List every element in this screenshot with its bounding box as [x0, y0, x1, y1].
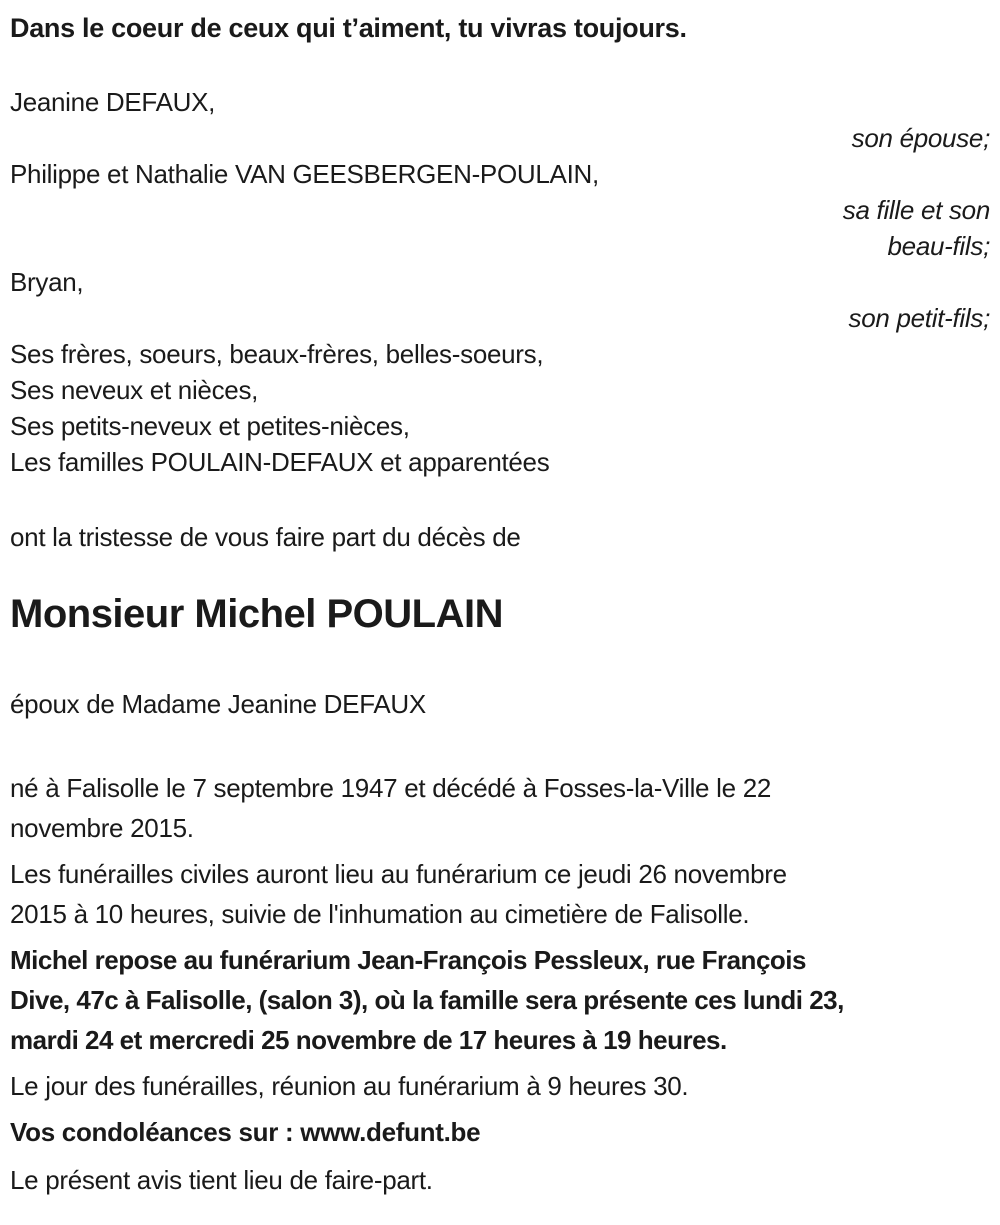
- announcement: ont la tristesse de vous faire part du décès de: [10, 522, 521, 552]
- gathering-paragraph: Le jour des funérailles, réunion au funérarium à 9 heures 30.: [10, 1071, 689, 1101]
- family-relation: beau-fils;: [887, 231, 990, 261]
- deceased-name-title: Monsieur Michel POULAIN: [10, 592, 503, 636]
- repose-paragraph: [10, 940, 990, 1060]
- family-name: Bryan,: [10, 267, 84, 297]
- paragraph-line: Les funérailles civiles auront lieu au funérarium ce jeudi 26 novembre: [10, 859, 787, 889]
- family-relation: sa fille et son: [842, 195, 990, 225]
- relatives-list: [10, 336, 990, 480]
- relatives-line: Ses frères, soeurs, beaux-frères, belles-soeurs,: [10, 339, 544, 369]
- relatives-line: Ses petits-neveux et petites-nièces,: [10, 411, 410, 441]
- spouse-line: époux de Madame Jeanine DEFAUX: [10, 689, 426, 719]
- family-entry: [10, 84, 990, 156]
- relatives-line: Ses neveux et nièces,: [10, 375, 259, 405]
- paragraph-line: novembre 2015.: [10, 813, 194, 843]
- paragraph-line: 2015 à 10 heures, suivie de l'inhumation au cimetière de Falisolle.: [10, 899, 750, 929]
- relatives-line: Les familles POULAIN-DEFAUX et apparentées: [10, 447, 550, 477]
- family-entry: [10, 156, 990, 264]
- family-relation: son épouse;: [851, 123, 990, 153]
- family-section: [10, 84, 990, 480]
- closing-line: Le présent avis tient lieu de faire-part.: [10, 1165, 433, 1195]
- family-name: Jeanine DEFAUX,: [10, 87, 216, 117]
- paragraph-line: mardi 24 et mercredi 25 novembre de 17 heures à 19 heures.: [10, 1025, 727, 1055]
- paragraph-line: Michel repose au funérarium Jean-François Pessleux, rue François: [10, 945, 806, 975]
- condolences-label: Vos condoléances sur :: [10, 1117, 301, 1147]
- condolences-paragraph: [10, 1112, 990, 1152]
- birth-death-paragraph: [10, 768, 990, 848]
- family-entry: [10, 264, 990, 336]
- funeral-paragraph: [10, 854, 990, 934]
- epigraph: Dans le coeur de ceux qui t’aiment, tu vivras toujours.: [10, 13, 687, 43]
- paragraph-line: né à Falisolle le 7 septembre 1947 et décédé à Fosses-la-Ville le 22: [10, 773, 772, 803]
- paragraph-line: Dive, 47c à Falisolle, (salon 3), où la famille sera présente ces lundi 23,: [10, 985, 844, 1015]
- family-name: Philippe et Nathalie VAN GEESBERGEN-POULAIN,: [10, 159, 599, 189]
- condolences-url-link[interactable]: www.defunt.be: [300, 1117, 481, 1147]
- family-relation: son petit-fils;: [848, 303, 990, 333]
